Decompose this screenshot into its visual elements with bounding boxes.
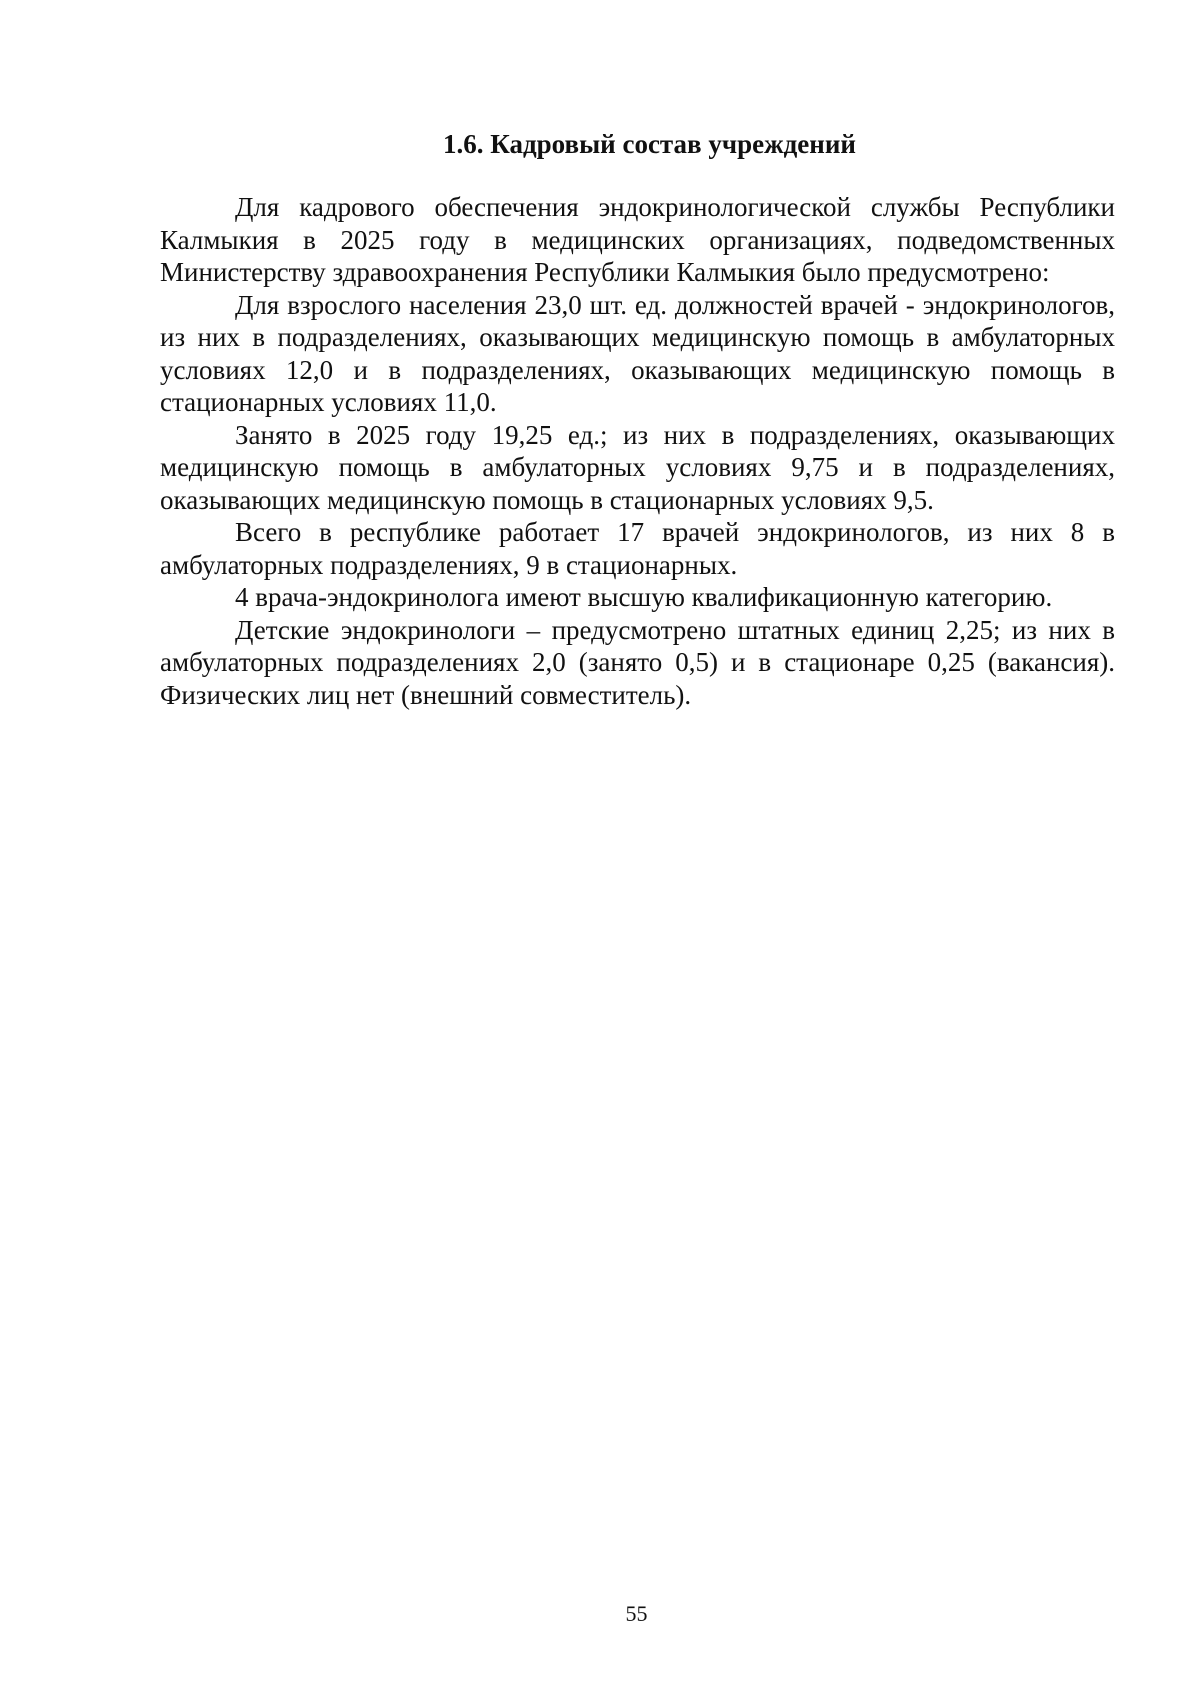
paragraph-total-doctors: Всего в республике работает 17 врачей эндокринологов, из них 8 в амбулаторных подразделениях, 9 в стационарных. (160, 517, 1115, 580)
page-number: 55 (625, 1601, 648, 1626)
paragraph-occupied-positions: Занято в 2025 году 19,25 ед.; из них в подразделениях, оказывающих медицинскую помощь в амбулаторных условиях 9,75 и в подразделениях, оказывающих медицинскую помощь в стационарных условиях 9,5. (160, 419, 1115, 515)
paragraph-qualification: 4 врача-эндокринолога имеют высшую квалификационную категорию. (235, 582, 1053, 612)
paragraph-adult-positions: Для взрослого населения 23,0 шт. ед. должностей врачей - эндокринологов, из них в подразделениях, оказывающих медицинскую помощь в амбулаторных условиях 12,0 и в подразделениях, оказывающих медицинскую помощь в стационарных условиях 11,0. (160, 289, 1115, 417)
body-text (160, 191, 1115, 711)
section-title: 1.6. Кадровый состав учреждений (443, 129, 856, 159)
paragraph-staffing-intro: Для кадрового обеспечения эндокринологической службы Республики Калмыкия в 2025 году в медицинских организациях, подведомственных Министерству здравоохранения Республики Калмыкия было предусмотрено: (160, 192, 1115, 287)
paragraph-pediatric: Детские эндокринологи – предусмотрено штатных единиц 2,25; из них в амбулаторных подразделениях 2,0 (занято 0,5) и в стационаре 0,25 (вакансия). Физических лиц нет (внешний совместитель). (160, 614, 1115, 710)
